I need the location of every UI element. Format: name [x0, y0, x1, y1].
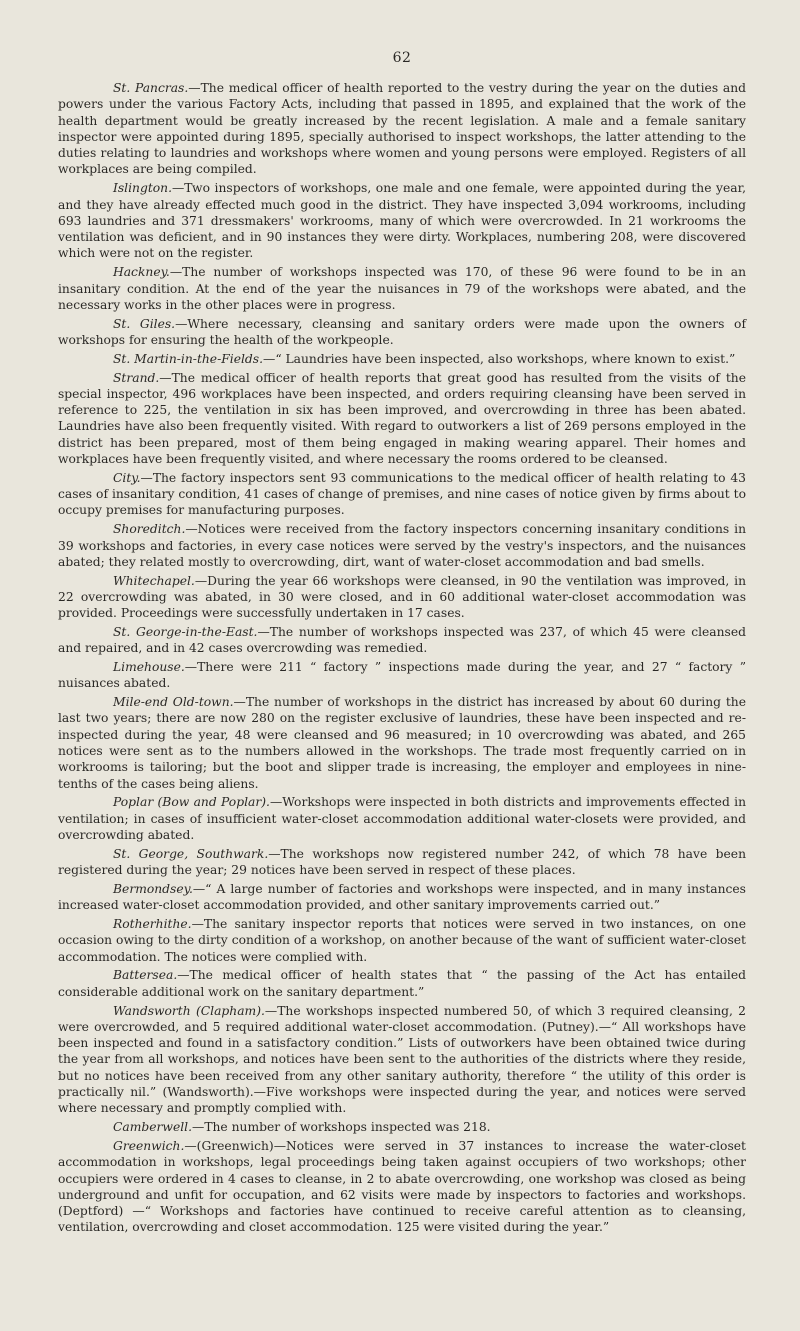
district-text: —Notices were received from the factory inspectors concerning insanitary conditions in 39 workshops and factories, in every case notices were served by the vestry's inspectors, and the nuisances abated; they related mostly to overcrowding, dirt, want of water-closet accommodation and bad smells.	[58, 522, 746, 569]
district-name: Camberwell.	[113, 1120, 193, 1135]
district-text: —The factory inspectors sent 93 communications to the medical officer of health relating to 43 cases of insanitary condition, 41 cases of change of premises, and nine cases of notice given by firms about to occupy premises for manufacturing purposes.	[58, 470, 746, 518]
report-body	[58, 80, 746, 1236]
district-paragraph	[58, 351, 746, 367]
district-paragraph	[58, 881, 746, 914]
district-paragraph	[58, 470, 746, 519]
district-text: —During the year 66 workshops were cleansed, in 90 the ventilation was improved, in 22 overcrowding was abated, in 30 were closed, and in 60 additional water-closet accommodation was provided. Proceedings were successfully undertaken in 17 cases.	[58, 573, 746, 621]
district-text: —Where necessary, cleansing and sanitary orders were made upon the owners of workshops for ensuring the health of the workpeople.	[58, 316, 746, 347]
district-paragraph	[58, 180, 746, 261]
district-name: City.	[113, 470, 141, 485]
district-text: —(Greenwich)—Notices were served in 37 instances to increase the water-closet accommodation in workshops, legal proceedings being taken against occupiers of two workshops; other occupiers were ordered in 4 cases to cleanse, in 2 to abate overcrowding, one workshop was closed as being underground and unfit for occupation, and 62 visits were made by inspectors to factories and workshops. (Deptford) —“ Workshops and factories have continued to receive careful attention as to cleansing, ventilation, overcrowding and closet accommodation. 125 were visited during the year.”	[58, 1138, 746, 1235]
district-paragraph	[58, 659, 746, 692]
district-paragraph	[58, 916, 746, 965]
district-paragraph	[58, 264, 746, 313]
district-paragraph	[58, 967, 746, 1000]
district-paragraph	[58, 694, 746, 792]
district-text: —The number of workshops in the district has increased by about 60 during the last two years; there are now 280 on the register exclusive of laundries, these have been inspected and re-inspected during the year, 48 were cleansed and 96 measured; in 10 overcrowding was abated, and 265 notices were sent as to the numbers allowed in the workshops. The trade most frequently carried on in workrooms is tailoring; but the boot and slipper trade is increasing, the employer and employees in nine-tenths of the cases being aliens.	[58, 695, 746, 791]
district-paragraph	[58, 316, 746, 349]
district-paragraph	[58, 1119, 746, 1135]
district-text: —Workshops were inspected in both districts and improvements effected in ventilation; in cases of insufficient water-closet accommodation additional water-closets were provided, and overcrowding abated.	[58, 795, 746, 843]
district-name: Wandsworth (Clapham).	[113, 1003, 265, 1018]
district-paragraph	[58, 1138, 746, 1236]
district-text: —The workshops now registered number 242, of which 78 have been registered during the year; 29 notices have been served in respect of these places.	[58, 846, 746, 878]
district-name: Strand.	[113, 370, 160, 385]
district-text: —The medical officer of health reports that great good has resulted from the visits of the special inspector, 496 workplaces have been inspected, and orders requiring cleansing have been served in reference to 225, the ventilation in six has been improved, and overcrowding in three has been abated. Laundries have also been frequently visited. With regard to outworkers a list of 269 persons employed in the district has been prepared, most of them being engaged in making wearing apparel. Their homes and workplaces have been frequently visited, and where necessary the rooms ordered to be cleansed.	[58, 370, 746, 467]
district-name: St. George, Southwark.	[113, 846, 269, 861]
district-text: —“ A large number of factories and workshops were inspected, and in many instances increased water-closet accommodation provided, and other sanitary improvements carried out.”	[58, 881, 746, 913]
district-name: Islington.	[113, 181, 172, 196]
district-name: Battersea.	[113, 968, 178, 983]
district-text: —The number of workshops inspected was 218.	[192, 1120, 491, 1135]
district-name: Poplar (Bow and Poplar).	[113, 795, 270, 810]
district-text: —The number of workshops inspected was 170, of these 96 were found to be in an insanitary condition. At the end of the year the nuisances in 79 of the workshops were abated, and the necessary works in the other places were in progress.	[58, 265, 746, 312]
district-name: St. Martin-in-the-Fields.	[113, 351, 264, 366]
district-text: —“ Laundries have been inspected, also workshops, where known to exist.”	[263, 351, 736, 366]
district-name: St. Giles.	[113, 316, 176, 331]
district-text: —The workshops inspected numbered 50, of which 3 required cleansing, 2 were overcrowded, and 5 required additional water-closet accommodation. (Putney).—“ All workshops have been inspected and found in a satisfactory condition.” Lists of outworkers have been obtained twice during the year from all workshops, and notices have been sent to the authorities of the districts where they reside, but no notices have been received from any other sanitary authority, therefore “ the utility of this order is practically nil.” (Wandsworth).—Five workshops were inspected during the year, and notices were served where necessary and promptly complied with.	[58, 1003, 746, 1116]
district-paragraph	[58, 794, 746, 843]
district-name: Limehouse.	[113, 660, 185, 675]
district-text: —Two inspectors of workshops, one male and one female, were appointed during the year, and they have already effected much good in the district. They have inspected 3,094 workrooms, including 693 laundries and 371 dressmakers' workrooms, many of which were overcrowded. In 21 workrooms the ventilation was deficient, and in 90 instances they were dirty. Workplaces, numbering 208, were discovered which were not on the register.	[58, 181, 746, 261]
district-name: Shoreditch.	[113, 522, 186, 537]
district-paragraph	[58, 521, 746, 570]
page-number: 62	[392, 50, 412, 66]
district-paragraph	[58, 370, 746, 468]
district-name: Hackney.	[113, 265, 170, 280]
district-paragraph	[58, 846, 746, 879]
district-name: Greenwich.	[113, 1138, 185, 1153]
district-text: —The number of workshops inspected was 237, of which 45 were cleansed and repaired, and in 42 cases overcrowding was remedied.	[58, 625, 747, 656]
district-name: St. George-in-the-East.	[113, 625, 258, 639]
district-text: —The sanitary inspector reports that notices were served in two instances, on one occasion owing to the dirty condition of a workshop, on another because of the want of sufficient water-closet accommodation. The notices were complied with.	[58, 917, 746, 964]
district-text: —The medical officer of health states that “ the passing of the Act has entailed considerable additional work on the sanitary department.”	[58, 968, 746, 999]
district-paragraph	[58, 80, 746, 178]
district-text: —There were 211 “ factory ” inspections made during the year, and 27 “ factory ” nuisances abated.	[58, 660, 746, 691]
district-name: Whitechapel.	[113, 573, 195, 588]
district-name: St. Pancras.	[113, 81, 189, 95]
district-name: Bermondsey.	[113, 881, 193, 896]
district-name: Mile-end Old-town.	[113, 695, 234, 710]
district-paragraph	[58, 624, 746, 657]
district-paragraph	[58, 573, 746, 622]
district-name: Rotherhithe.	[113, 917, 192, 932]
district-paragraph	[58, 1003, 746, 1117]
district-text: —The medical officer of health reported to the vestry during the year on the duties and powers under the various Factory Acts, including that passed in 1895, and explained that the work of the health department would be greatly increased by the recent legislation. A male and a female sanitary inspector were appointed during 1895, specially authorised to inspect workshops, the latter attending to the duties relating to laundries and workshops where women and young persons were employed. Registers of all workplaces are being compiled.	[58, 81, 746, 177]
